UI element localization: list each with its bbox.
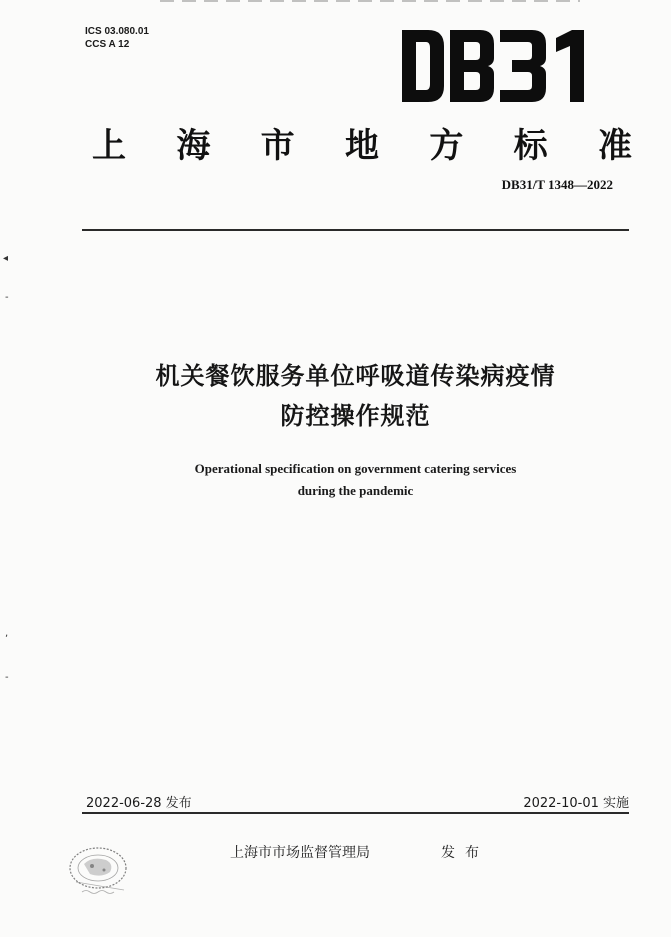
standard-type-char: 标	[513, 125, 548, 166]
standard-type-char: 海	[176, 125, 211, 166]
standard-number: DB31/T 1348—2022	[501, 177, 613, 192]
title-zh-line-1: 机关餐饮服务单位呼吸道传染病疫情	[155, 362, 556, 390]
header-divider	[82, 229, 629, 231]
standard-type-heading	[92, 118, 632, 166]
document-title-english	[60, 458, 651, 502]
scan-margin-mark: ◂	[3, 253, 9, 264]
db31-logo-graphic	[400, 28, 592, 104]
issue-action: 发布	[441, 845, 489, 861]
issue-date: 2022-06-28 发布	[86, 796, 192, 811]
ccs-code: CCS A 12	[85, 39, 130, 50]
library-stamp	[62, 842, 144, 902]
issuing-authority: 上海市市场监督管理局	[230, 845, 370, 861]
footer-divider	[82, 812, 629, 814]
ics-code: ICS 03.080.01	[85, 26, 149, 37]
document-title-chinese	[60, 356, 651, 436]
stamp-graphic	[62, 842, 144, 902]
title-en-line-1: Operational specification on government catering services	[194, 461, 517, 476]
standard-type-char: 上	[92, 125, 126, 166]
scan-margin-mark: -	[5, 292, 9, 303]
title-en-line-2: during the pandemic	[297, 483, 414, 498]
scan-artifact-line	[160, 0, 580, 2]
standard-type-char: 市	[260, 125, 295, 166]
implementation-date: 2022-10-01 实施	[523, 796, 629, 811]
standard-type-char: 地	[344, 125, 379, 166]
standard-type-char: 准	[597, 125, 632, 166]
standard-type-char: 方	[429, 125, 464, 166]
db31-logo	[400, 28, 592, 104]
classification-codes	[85, 25, 149, 51]
scan-margin-mark: ,	[5, 628, 9, 639]
scan-margin-mark: -	[5, 672, 9, 683]
title-zh-line-2: 防控操作规范	[280, 402, 431, 430]
